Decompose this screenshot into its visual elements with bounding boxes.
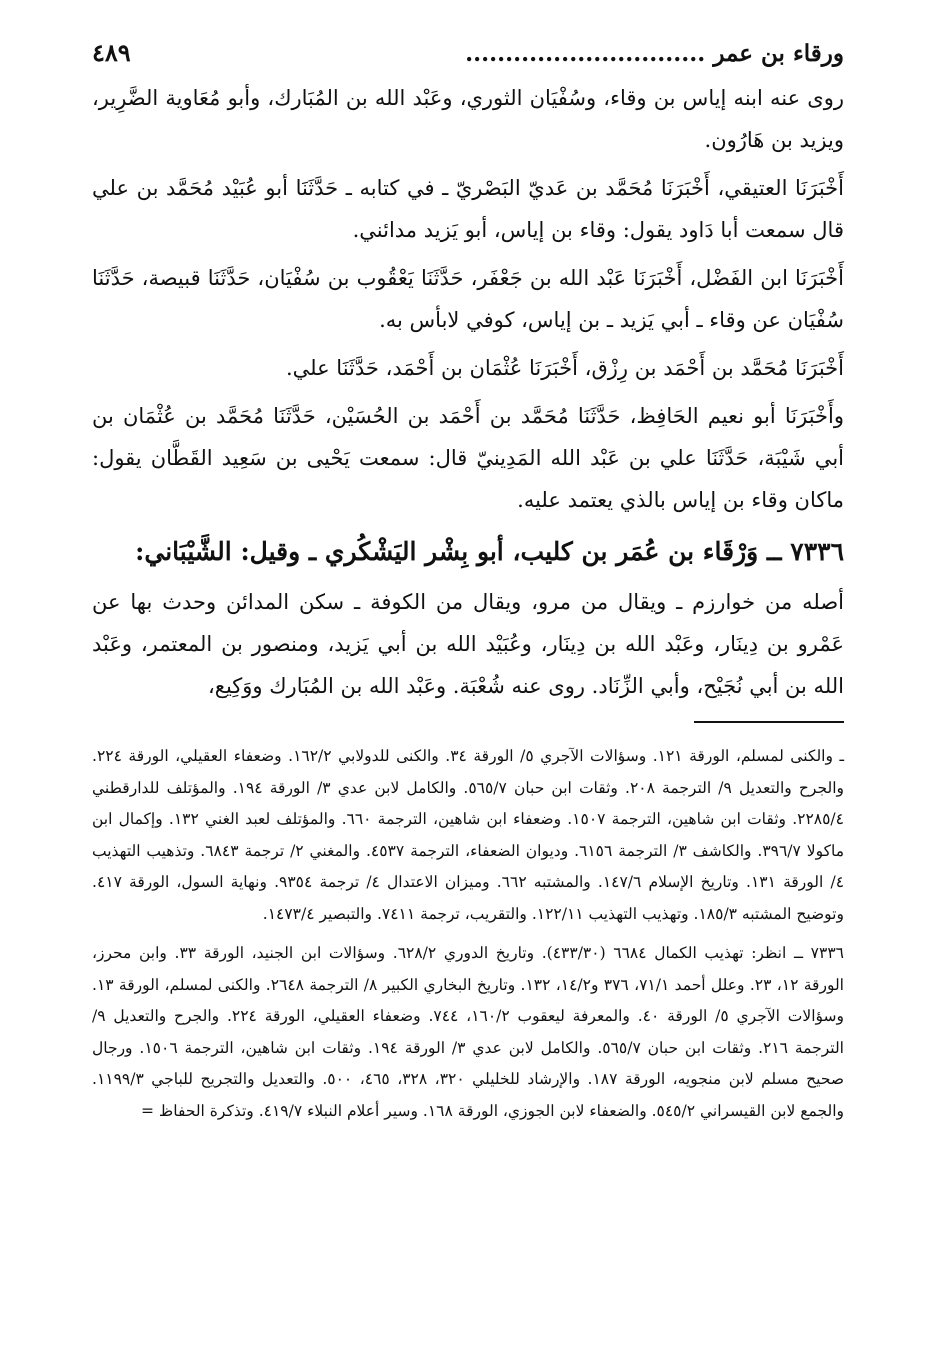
paragraph-isnad-2: أَخْبَرَنَا ابن الفَضْل، أَخْبَرَنَا عَبْد الله بن جَعْفَر، حَدَّثَنَا يَعْقُوب بن سُفْيَان، حَدَّثَنَا قبيصة، حَدَّثَنَا سُفْيَان عن وقاء ـ أبي يَزيد ـ بن إياس، كوفي لابأس به.: [92, 266, 844, 332]
footnote-separator: [694, 721, 844, 723]
paragraph-narrators: روى عنه ابنه إياس بن وقاء، وسُفْيَان الثوري، وعَبْد الله بن المُبَارك، وأبو مُعَاوية الضَّرِير، ويزيد بن هَارُون.: [92, 86, 844, 152]
running-title: ورقاء بن عمر ..............................: [465, 40, 844, 67]
main-text: [92, 77, 844, 707]
page-number: ٤٨٩: [92, 38, 131, 67]
entry-heading-7336: ٧٣٣٦ ــ وَرْقَاء بن عُمَر بن كليب، أبو بِشْر اليَشْكُري ـ وقيل: الشَّيْبَاني:: [135, 537, 844, 566]
footnotes: [92, 741, 844, 1127]
paragraph-entry-7336: أصله من خوارزم ـ ويقال من مرو، ويقال من الكوفة ـ سكن المدائن وحدث بها عن عَمْرو بن دِينَار، وعَبْد الله بن دِينَار، وعُبَيْد الله بن أبي يَزيد، ومنصور بن المعتمر، وعَبْد الله بن أبي نُجَيْح، وأبي الزِّنَاد. روى عنه شُعْبَة. وعَبْد الله بن المُبَارك ووَكِيع،: [92, 590, 844, 698]
paragraph-isnad-3: أَخْبَرَنَا مُحَمَّد بن أَحْمَد بن رِزْق، أَخْبَرَنَا عُثْمَان بن أَحْمَد، حَدَّثَنَا علي.: [285, 356, 844, 380]
running-header: [92, 36, 844, 71]
paragraph-isnad-4: وأَخْبَرَنَا أبو نعيم الحَافِظ، حَدَّثَنَا مُحَمَّد بن أَحْمَد بن الحُسَيْن، حَدَّثَنَا مُحَمَّد بن عُثْمَان بن أبي شَيْبَة، حَدَّثَنَا علي بن عَبْد الله المَدِينيّ قال: سمعت يَحْيى بن سَعِيد القَطَّان يقول: ماكان وقاء بن إياس بالذي يعتمد عليه.: [92, 404, 844, 512]
footnote-7336: ٧٣٣٦ ــ انظر: تهذيب الكمال ٦٦٨٤ (٤٣٣/٣٠). وتاريخ الدوري ٦٢٨/٢. وسؤالات ابن الجنيد، الورقة ٣٣. وابن محرز، الورقة ١٢، ٢٣. وعلل أحمد ٧١/١، ٣٧٦ و١٤/٢، ١٣٢. وتاريخ البخاري الكبير ٨/ الترجمة ٢٦٤٨. والكنى لمسلم، الورقة ١٣. وسؤالات الآجري ٥/ الورقة ٤٠. والمعرفة ليعقوب ١٦٠/٢، ٧٤٤. وضعفاء العقيلي، الورقة ٢٢٤. والجرح والتعديل ٩/ الترجمة ٢١٦. وثقات ابن حبان ٥٦٥/٧. والكامل لابن عدي ٣/ الورقة ١٩٤. وثقات ابن شاهين، الترجمة ١٥٠٦. ورجال صحيح مسلم لابن منجويه، الورقة ١٨٧. والإرشاد للخليلي ٣٢٠، ٣٢٨، ٤٦٥، ٥٠٠. والتعديل والتجريح للباجي ١١٩٩/٣. والجمع لابن القيسراني ٥٤٥/٢. والضعفاء لابن الجوزي، الورقة ١٦٨. وسير أعلام النبلاء ٤١٩/٧. وتذكرة الحفاظ =: [92, 944, 845, 1120]
book-page: [92, 36, 844, 1135]
footnote-continuation: ـ والكنى لمسلم، الورقة ١٢١. وسؤالات الآجري ٥/ الورقة ٣٤. والكنى للدولابي ١٦٢/٢. وضعفاء العقيلي، الورقة ٢٢٤. والجرح والتعديل ٩/ الترجمة ٢٠٨. وثقات ابن حبان ٥٦٥/٧. والكامل لابن عدي ٣/ الورقة ١٩٤. والمؤتلف للدارقطني ٢٢٨٥/٤. وثقات ابن شاهين، الترجمة ١٥٠٧. وضعفاء ابن شاهين، الترجمة ٦٦٠. والمؤتلف لعبد الغني ١٣٢. وإكمال ابن ماكولا ٣٩٦/٧. والكاشف ٣/ الترجمة ٦١٥٦. وديوان الضعفاء، الترجمة ٤٥٣٧. والمغني ٢/ ترجمة ٦٨٤٣. وتذهيب التهذيب ٤/ الورقة ١٣١. وتاريخ الإسلام ١٤٧/٦. والمشتبه ٦٦٢. وميزان الاعتدال ٤/ ترجمة ٩٣٥٤. ونهاية السول، الورقة ٤١٧. وتوضيح المشتبه ١٨٥/٣. وتهذيب التهذيب ١٢٢/١١. والتقريب، ترجمة ٧٤١١. والتبصير ١٤٧٣/٤.: [92, 747, 845, 923]
paragraph-isnad-1: أَخْبَرَنَا العتيقي، أَخْبَرَنَا مُحَمَّد بن عَديّ البَصْريّ ـ في كتابه ـ حَدَّثَنَا أبو عُبَيْد مُحَمَّد بن علي قال سمعت أبا دَاود يقول: وقاء بن إياس، أبو يَزيد مدائني.: [92, 176, 844, 242]
